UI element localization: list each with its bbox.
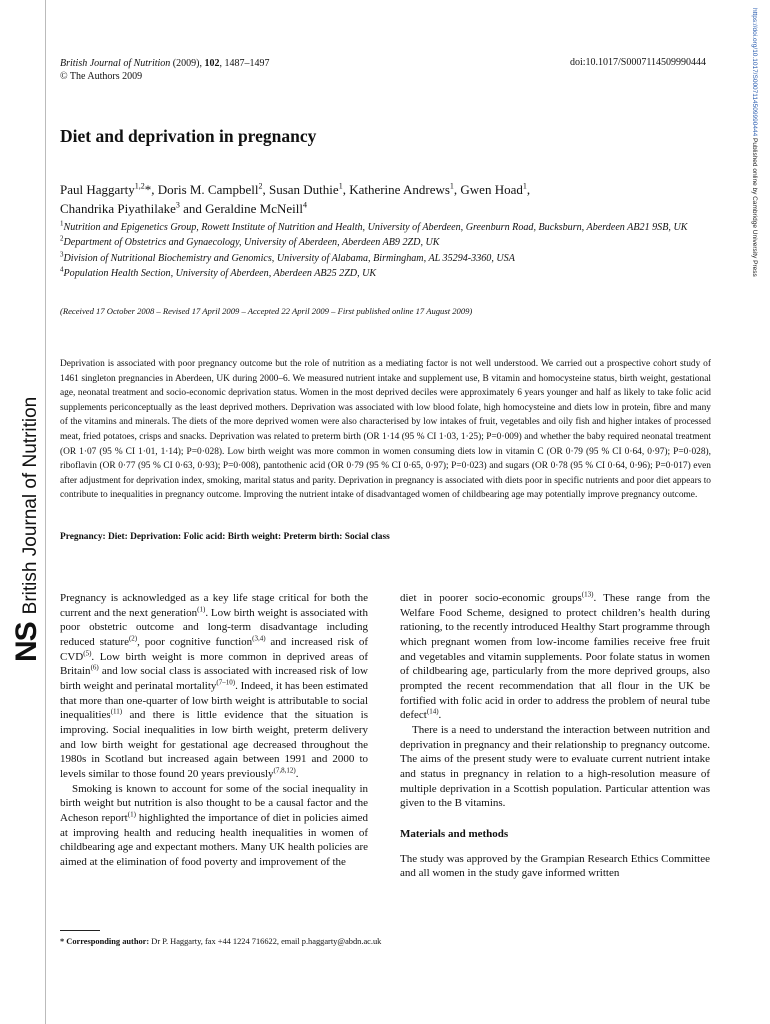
affiliation: $^2$Department of Obstetrics and Gynaecology, University of Aberdeen, Aberdeen AB9 2ZD, UK (60, 234, 440, 249)
journal-year: (2009), (172, 58, 202, 69)
keywords: Pregnancy: Diet: Deprivation: Folic acid: Birth weight: Preterm birth: Social class (60, 532, 390, 542)
article-title: Diet and deprivation in pregnancy (60, 126, 317, 146)
journal-pages: , 1487–1497 (219, 58, 270, 69)
paragraph: There is a need to understand the interaction between nutrition and deprivation in pregnancy and their relationship to pregnancy outcome. The aims of the present study were to evaluate current nutrient intake and status in pregnancy in relation to a high-resolution measure of multiple deprivation in a Scottish population. Particular attention was given to the B vitamins. (400, 723, 710, 810)
footnote-text: Dr P. Haggarty, fax +44 1224 716622, email p.haggarty@abdn.ac.uk (149, 937, 382, 946)
affiliations (60, 220, 720, 281)
paragraph: The study was approved by the Grampian Research Ethics Committee and all women in the study gave informed written (400, 852, 710, 880)
author: Katherine Andrews$^1$, (349, 181, 461, 197)
body-column-right (400, 591, 710, 881)
citation-ref: (7,8,12) (273, 766, 296, 775)
publisher-note: Published online by Cambridge University Press (751, 136, 758, 277)
body-column-left (60, 591, 368, 869)
abstract: Deprivation is associated with poor pregnancy outcome but the role of nutrition as a mediating factor is not well understood. We carried out a prospective cohort study of 1461 singleton pregnancies in Aberdeen, UK during 2000–6. We measured nutrient intake and supplement use, B vitamin and homocysteine status, birth weight, gestational age, neonatal treatment and socio-economic deprivation status. Women in the most deprived deciles were approximately 6 years younger and half as likely to take folic acid supplements periconceptually as the least deprived mothers. Deprivation was associated with low blood folate, high homocysteine and diets low in protein, fibre and many of the vitamins and minerals. The diets of the more deprived women were also characterised by low intakes of fruit, vegetables and oily fish and higher intakes of processed meat, fried potatoes, crisps and snacks. Deprivation was related to preterm birth (OR 1·14 (95 % CI 1·03, 1·25); P=0·009) and whether the baby required neonatal treatment (OR 1·07 (95 % CI 1·01, 1·14); P=0·028). Low birth weight was more common in women consuming diets low in vitamin C (OR 0·79 (95 % CI 0·64, 0·97); P=0·028), riboflavin (OR 0·77 (95 % CI 0·63, 0·93); P=0·008), pantothenic acid (OR 0·79 (95 % CI 0·65, 0·97); P=0·023) and sugars (OR 0·78 (95 % CI 0·64, 0·96); P=0·017) even after adjustment for deprivation index, smoking, marital status and parity. Deprivation in pregnancy is associated with diets poor in specific nutrients and poor diet appears to contribute to inequalities in pregnancy outcome. Improving the nutrient intake of disadvantaged women of childbearing age may potentially improve pregnancy outcome. (60, 359, 711, 501)
doi-link[interactable]: https://doi.org/10.1017/S0007114509990444 (751, 8, 758, 137)
author-list (60, 180, 720, 218)
author: Paul Haggarty$^{1,2}$*, (60, 181, 158, 197)
citation-ref: (14) (426, 707, 439, 716)
affiliation: $^3$Division of Nutritional Biochemistry and Genomics, University of Alabama, Birmingham, AL 35294-3360, USA (60, 250, 515, 264)
doi: doi:10.1017/S0007114509990444 (569, 57, 706, 68)
received-dates: (Received 17 October 2008 – Revised 17 April 2009 – Accepted 22 April 2009 – First published online 17 August 2009) (60, 306, 473, 316)
ns-logo: NS (10, 622, 43, 662)
journal-side-brand (8, 367, 46, 662)
author: Doris M. Campbell$^2$, (157, 181, 269, 197)
author: Geraldine McNeill$^4$ (205, 200, 307, 216)
affiliation: $^4$Population Health Section, University of Aberdeen, Aberdeen AB25 2ZD, UK (60, 265, 377, 279)
citation-ref: (1) (127, 810, 136, 819)
affiliation: $^1$Nutrition and Epigenetics Group, Rowett Institute of Nutrition and Health, University of Aberdeen, Greenburn Road, Bucksburn, Aberdeen AB21 9SB, UK (60, 219, 688, 233)
citation-ref: (2) (128, 634, 138, 643)
citation-ref: (3,4) (252, 634, 266, 643)
footnote-divider (60, 930, 100, 931)
journal-side-name: British Journal of Nutrition (20, 396, 41, 615)
section-heading: Materials and methods (400, 827, 509, 840)
journal-name: British Journal of Nutrition (60, 58, 171, 69)
author: Chandrika Piyathilake$^3$ and (60, 200, 206, 216)
author: Susan Duthie$^1$, (268, 181, 350, 197)
paragraph: Smoking is known to account for some of the social inequality in birth weight but nutrition is also thought to be a causal factor and the Acheson report$^{(1)}$ highlighted the importance of diet in policies aimed at improving health and reducing health inequalities in women of childbearing age and expectant mothers. Many UK health policies are aimed at the elimination of food poverty and improvement of the (60, 782, 368, 868)
corresponding-author-footnote (60, 937, 381, 946)
citation-ref: (5) (83, 648, 92, 657)
right-margin-note (744, 8, 764, 348)
paragraph: diet in poorer socio-economic groups$^{(13)}$. These range from the Welfare Food Scheme, designed to protect children’s health during rationing, to the recently introduced Healthy Start programme through which pregnant women from low-income families receive free fruit and vegetables and vitamin supplements. Poor folate status in women of childbearing age, particularly from the more deprived groups, also prompted the recent recommendation that all flour in the UK be fortified with folic acid in order to address the problem of neural tube defect$^{(14)}$. (400, 590, 710, 722)
paragraph: Pregnancy is acknowledged as a key life stage critical for both the current and the next generation$^{(1)}$. Low birth weight is associated with poor obstetric outcome and long-term disadvantage including reduced stature$^{(2)}$, poor cognitive function$^{(3,4)}$ and increased risk of CVD$^{(5)}$. Low birth weight is more common in deprived areas of Britain$^{(6)}$ and low social class is associated with increased risk of low birth weight and perinatal mortality$^{(7-10)}$. Indeed, it has been estimated that more than one-quarter of low birth weight is attributable to social inequalities$^{(11)}$ and there is little evidence that the situation is improving. Social inequalities in low birth weight, preterm delivery and low birth weight for gestational age decreased throughout the 1980s in Scotland but increased again between 1991 and 2000 to levels similar to those found 20 years previously$^{(7,8,12)}$. (60, 592, 368, 780)
citation-ref: (6) (90, 663, 99, 672)
footnote-label: * Corresponding author: (60, 937, 150, 946)
citation-ref: (11) (110, 707, 123, 716)
copyright: © The Authors 2009 (60, 71, 143, 82)
author: Gwen Hoad$^1$, (460, 181, 531, 197)
citation-ref: (7–10) (216, 678, 236, 687)
journal-volume: 102 (204, 58, 220, 69)
citation-ref: (13) (581, 590, 594, 599)
citation-ref: (1) (197, 605, 206, 613)
journal-citation (60, 57, 269, 83)
